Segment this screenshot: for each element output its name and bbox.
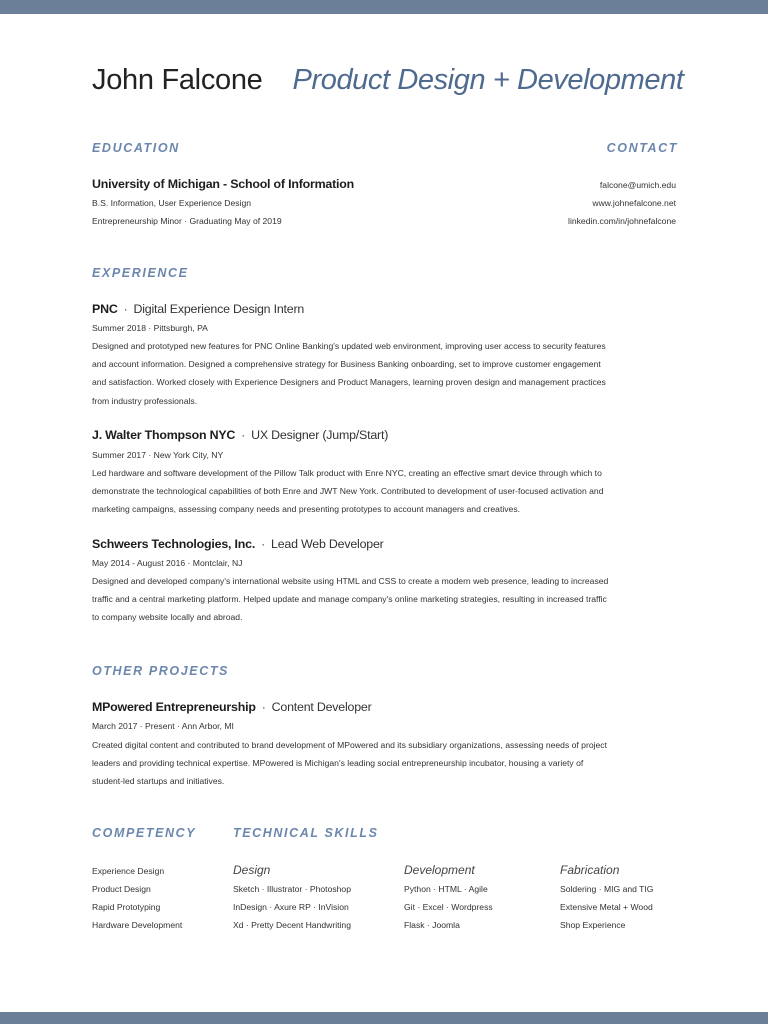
school-name: University of Michigan - School of Information bbox=[92, 177, 355, 191]
skill-column-heading: Development bbox=[404, 863, 475, 877]
job-heading bbox=[92, 428, 388, 442]
job-description bbox=[92, 572, 672, 627]
description-line: demonstrate the technological capabilities of both Enre and JWT New York. Contributed to development of user-focused activation and bbox=[92, 486, 604, 497]
separator-dot: · bbox=[261, 537, 266, 551]
resume-header bbox=[92, 64, 684, 97]
projects-title: OTHER PROJECTS bbox=[92, 664, 229, 678]
top-accent-bar bbox=[0, 0, 768, 14]
skill-item: Extensive Metal + Wood bbox=[560, 902, 653, 912]
project-heading bbox=[92, 700, 372, 714]
project-org: MPowered Entrepreneurship bbox=[92, 700, 256, 714]
minor: Entrepreneurship Minor · Graduating May of 2019 bbox=[92, 216, 282, 226]
competency-item: Experience Design bbox=[92, 866, 165, 876]
description-line: leaders and providing technical expertise. MPowered is Michigan's leading social entrepreneurship incubator, housing a variety of bbox=[92, 758, 584, 769]
description-line: student-led startups and initiatives. bbox=[92, 776, 225, 787]
bottom-accent-bar bbox=[0, 1012, 768, 1024]
description-line: Designed and developed company's international website using HTML and CSS to create a modern web presence, leading to increased bbox=[92, 576, 609, 586]
tagline: Product Design + Development bbox=[292, 64, 684, 96]
separator-dot: · bbox=[241, 428, 246, 442]
person-name: John Falcone bbox=[92, 64, 263, 96]
degree: B.S. Information, User Experience Design bbox=[92, 198, 252, 208]
skill-column-heading: Fabrication bbox=[560, 863, 620, 877]
job-org: PNC bbox=[92, 302, 118, 316]
separator-dot: · bbox=[261, 700, 266, 714]
project-description bbox=[92, 736, 672, 791]
contact-linkedin[interactable]: linkedin.com/in/johnefalcone bbox=[568, 216, 676, 226]
project-role: Content Developer bbox=[271, 700, 372, 714]
skill-item: Git · Excel · Wordpress bbox=[404, 902, 493, 912]
job-description bbox=[92, 337, 672, 410]
description-line: and satisfaction. Worked closely with Experience Designers and Product Managers, learning proven design and management practices bbox=[92, 377, 606, 388]
description-line: Created digital content and contributed to brand development of MPowered and its subsidiary organizations, assessing needs of project bbox=[92, 740, 607, 750]
separator-dot: · bbox=[123, 302, 128, 316]
job-meta: Summer 2017 · New York City, NY bbox=[92, 450, 224, 460]
description-line: from industry professionals. bbox=[92, 395, 198, 406]
skill-item: InDesign · Axure RP · InVision bbox=[233, 902, 349, 912]
skill-column-heading: Design bbox=[233, 863, 271, 877]
job-heading bbox=[92, 537, 384, 551]
competency-item: Rapid Prototyping bbox=[92, 902, 161, 912]
job-org: J. Walter Thompson NYC bbox=[92, 428, 236, 442]
description-line: Led hardware and software development of the Pillow Talk product with Enre NYC, creating an effective smart device through which to bbox=[92, 468, 602, 478]
skill-item: Soldering · MIG and TIG bbox=[560, 884, 654, 894]
description-line: traffic and a central marketing platform. Helped update and manage company's online marketing strategies, resulting in increased traffic bbox=[92, 594, 607, 605]
experience-title: EXPERIENCE bbox=[92, 266, 189, 280]
skill-item: Sketch · Illustrator · Photoshop bbox=[233, 884, 351, 894]
description-line: to company website locally and abroad. bbox=[92, 612, 243, 623]
job-description bbox=[92, 464, 672, 519]
job-role: Lead Web Developer bbox=[271, 537, 384, 551]
skill-item: Flask · Joomla bbox=[404, 920, 460, 930]
job-meta: May 2014 - August 2016 · Montclair, NJ bbox=[92, 558, 243, 568]
skill-item: Python · HTML · Agile bbox=[404, 884, 488, 894]
competency-title: COMPETENCY bbox=[92, 826, 197, 840]
contact-email[interactable]: falcone@umich.edu bbox=[599, 180, 676, 190]
description-line: and account information. Designed a comprehensive strategy for Business Banking onboarding, set to improve customer engagement bbox=[92, 359, 601, 370]
competency-item: Product Design bbox=[92, 884, 151, 894]
project-meta: March 2017 · Present · Ann Arbor, MI bbox=[92, 721, 234, 731]
skill-item: Xd · Pretty Decent Handwriting bbox=[233, 920, 351, 930]
skills-title: TECHNICAL SKILLS bbox=[233, 826, 379, 840]
job-meta: Summer 2018 · Pittsburgh, PA bbox=[92, 323, 208, 333]
skill-item: Shop Experience bbox=[560, 920, 626, 930]
description-line: marketing campaigns, assessing company needs and presenting prototypes to account managers and creatives. bbox=[92, 504, 521, 515]
job-org: Schweers Technologies, Inc. bbox=[92, 537, 256, 551]
education-title: EDUCATION bbox=[92, 141, 180, 155]
competency-item: Hardware Development bbox=[92, 920, 183, 930]
job-heading bbox=[92, 302, 304, 316]
description-line: Designed and prototyped new features for PNC Online Banking's updated web environment, improving user access to security features bbox=[92, 341, 606, 351]
job-role: Digital Experience Design Intern bbox=[133, 302, 305, 316]
job-role: UX Designer (Jump/Start) bbox=[251, 428, 389, 442]
contact-title: CONTACT bbox=[606, 141, 678, 155]
contact-website[interactable]: www.johnefalcone.net bbox=[592, 198, 676, 208]
